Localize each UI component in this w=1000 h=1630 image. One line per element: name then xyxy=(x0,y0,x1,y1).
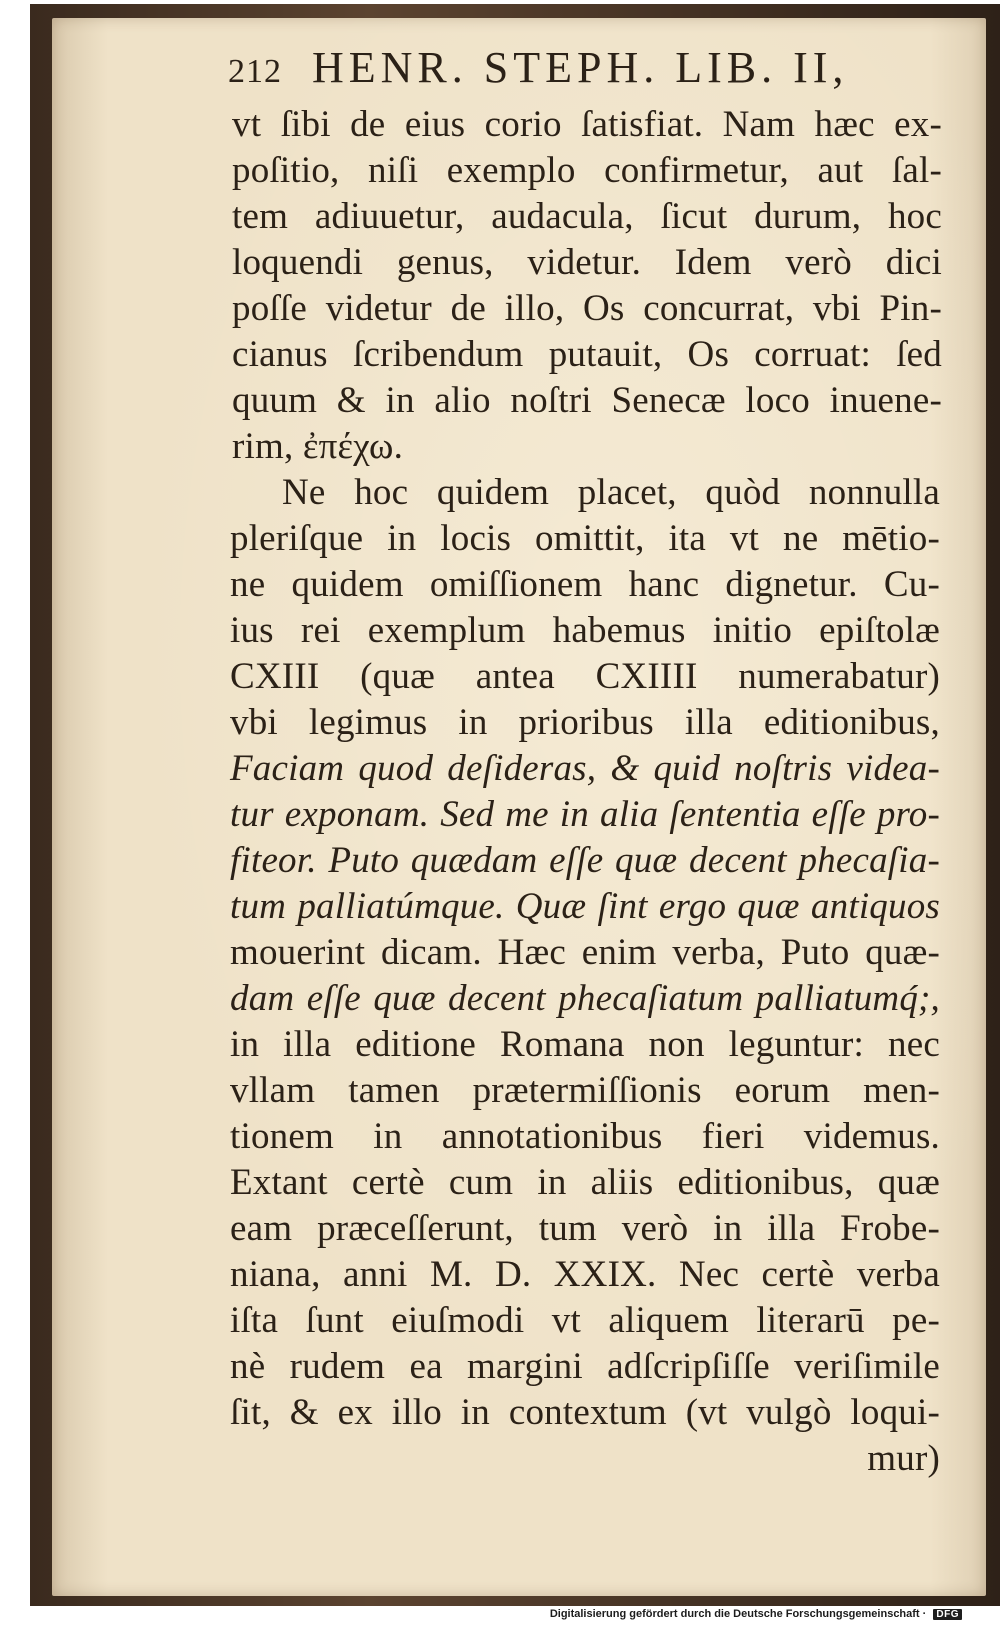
catchword: mur) xyxy=(867,1438,940,1479)
text-line: vt ſibi de eius corio ſatisfiat. Nam hæc ex- xyxy=(232,104,942,145)
text-line: ne quidem omiſſionem hanc dignetur. Cu- xyxy=(230,564,940,605)
text-line: cianus ſcribendum putauit, Os corruat: ſed xyxy=(232,334,942,375)
text-line: dam eſſe quæ decent phecaſiatum palliatumq́;, xyxy=(230,978,940,1019)
text-line: rim, ἐπέχω. xyxy=(232,426,404,467)
text-line: Extant certè cum in aliis editionibus, quæ xyxy=(230,1162,940,1203)
text-line: Faciam quod deſideras, & quid noſtris videa- xyxy=(230,748,940,789)
text-line: poſitio, niſi exemplo confirmetur, aut ſal- xyxy=(232,150,942,191)
text-line: ius rei exemplum habemus initio epiſtolæ xyxy=(230,610,940,651)
text-line: pleriſque in locis omittit, ita vt ne mētio- xyxy=(230,518,940,559)
text-line: tum palliatúmque. Quæ ſint ergo quæ antiquos xyxy=(230,886,940,927)
text-line: mouerint dicam. Hæc enim verba, Puto quæ- xyxy=(230,932,940,973)
text-line: tem adiuuetur, audacula, ſicut durum, hoc xyxy=(232,196,942,237)
page-number: 212 xyxy=(228,53,282,90)
text-line: niana, anni M. D. XXIX. Nec certè verba xyxy=(230,1254,940,1295)
text-line: in illa editione Romana non leguntur: nec xyxy=(230,1024,940,1065)
text-line: nè rudem ea margini adſcripſiſſe veriſimile xyxy=(230,1346,940,1387)
text-line: poſſe videtur de illo, Os concurrat, vbi Pin- xyxy=(232,288,942,329)
text-line: CXIII (quæ antea CXIIII numerabatur) xyxy=(230,656,940,697)
text-line: Ne hoc quidem placet, quòd nonnulla xyxy=(282,472,940,513)
text-line: ſit, & ex illo in contextum (vt vulgò loqui- xyxy=(230,1392,940,1433)
running-head xyxy=(228,42,858,98)
text-line: tionem in annotationibus fieri videmus. xyxy=(230,1116,940,1157)
credit-text: Digitalisierung gefördert durch die Deutsche Forschungsgemeinschaft · xyxy=(549,1608,927,1620)
text-line: tur exponam. Sed me in alia ſententia eſſe pro- xyxy=(230,794,940,835)
text-line: loquendi genus, videtur. Idem verò dici xyxy=(232,242,942,283)
text-line: vbi legimus in prioribus illa editionibus, xyxy=(230,702,940,743)
running-head-title: HENR. STEPH. LIB. II, xyxy=(312,43,849,92)
digitization-credit xyxy=(550,1608,962,1620)
text-line: eam præceſſerunt, tum verò in illa Frobe- xyxy=(230,1208,940,1249)
text-line: iſta ſunt eiuſmodi vt aliquem literarū pe- xyxy=(230,1300,940,1341)
text-line: vllam tamen prætermiſſionis eorum men- xyxy=(230,1070,940,1111)
text-line: quum & in alio noſtri Senecæ loco inuene- xyxy=(232,380,942,421)
text-line: fiteor. Puto quædam eſſe quæ decent phecaſia- xyxy=(230,840,940,881)
dfg-logo: DFG xyxy=(933,1609,962,1620)
